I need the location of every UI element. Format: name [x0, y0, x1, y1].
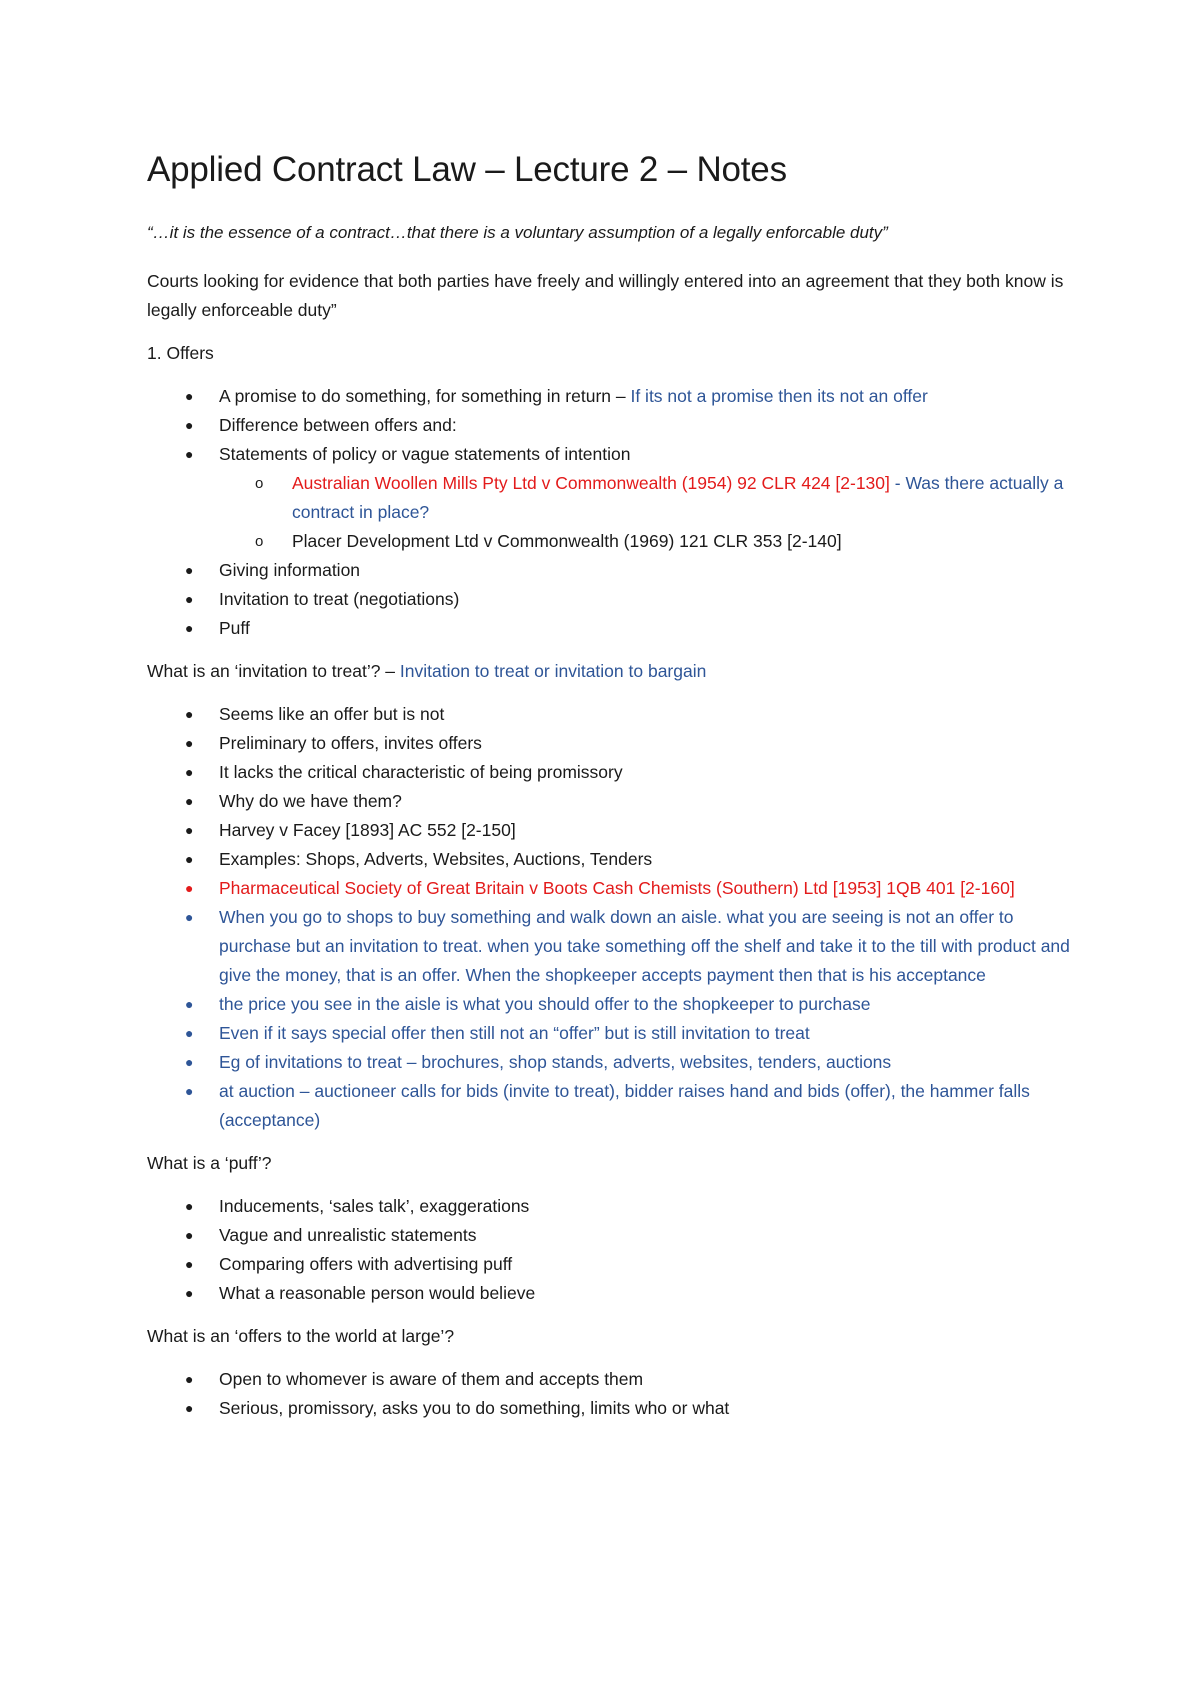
bullet-icon: ●: [185, 851, 194, 867]
list-item: [147, 585, 1090, 614]
list-item-text: the price you see in the aisle is what you should offer to the shopkeeper to purchase: [219, 994, 871, 1014]
bullet-icon: ●: [185, 562, 194, 578]
list-item-text: Comparing offers with advertising puff: [219, 1254, 513, 1274]
list-item: [147, 1019, 1090, 1048]
page-title: Applied Contract Law – Lecture 2 – Notes: [147, 150, 787, 189]
list-item-text: Even if it says special offer then still not an “offer” but is still invitation to treat: [219, 1023, 810, 1043]
bullet-icon: ●: [185, 996, 194, 1012]
list-item: [147, 614, 1090, 643]
list-item: [147, 1192, 1090, 1221]
list-item: [147, 845, 1090, 874]
bullet-icon: ●: [185, 591, 194, 607]
list-item: [147, 382, 1090, 411]
bullet-icon: ●: [185, 446, 194, 462]
list-item-text: Serious, promissory, asks you to do something, limits who or what: [219, 1398, 730, 1418]
bullet-icon: ●: [185, 793, 194, 809]
list-item-note: - Was there actually a contract in place?: [292, 473, 1064, 522]
list-item-note: If its not a promise then its not an offer: [630, 386, 928, 406]
list-item-text: Statements of policy or vague statements of intention: [219, 444, 631, 464]
list-item-text: What a reasonable person would believe: [219, 1283, 536, 1303]
list-item-text: It lacks the critical characteristic of being promissory: [219, 762, 623, 782]
list-item: [147, 1279, 1090, 1308]
list-item-text: Why do we have them?: [219, 791, 402, 811]
sub-bullet-icon: o: [255, 475, 264, 492]
list-item: [147, 758, 1090, 787]
list-item-text: Invitation to treat (negotiations): [219, 589, 460, 609]
bullet-icon: ●: [185, 1400, 194, 1416]
bullet-icon: ●: [185, 1285, 194, 1301]
list-item: [147, 411, 1090, 440]
case-citation: Australian Woollen Mills Pty Ltd v Commonwealth (1954) 92 CLR 424 [2-130]: [292, 473, 890, 493]
list-item: [147, 440, 1090, 469]
list-item-text: Inducements, ‘sales talk’, exaggerations: [219, 1196, 530, 1216]
offers-heading: 1. Offers: [147, 343, 214, 363]
itt-list: [147, 700, 1090, 1135]
bullet-icon: ●: [185, 1054, 194, 1070]
bullet-icon: ●: [185, 1256, 194, 1272]
bullet-icon: ●: [185, 417, 194, 433]
list-item: [147, 1365, 1090, 1394]
list-item: [147, 700, 1090, 729]
list-item: [147, 729, 1090, 758]
opening-quote: “…it is the essence of a contract…that there is a voluntary assumption of a legally enforcable duty”: [147, 223, 888, 242]
list-item: [147, 1077, 1090, 1135]
list-item: [147, 787, 1090, 816]
bullet-icon: ●: [185, 1198, 194, 1214]
bullet-icon: ●: [185, 1371, 194, 1387]
list-item-text: Giving information: [219, 560, 361, 580]
case-citation: Placer Development Ltd v Commonwealth (1969) 121 CLR 353 [2-140]: [292, 531, 842, 551]
case-citation: Pharmaceutical Society of Great Britain v Boots Cash Chemists (Southern) Ltd [1953] 1QB 401 [2-160]: [219, 878, 1015, 898]
list-item-text: Puff: [219, 618, 250, 638]
list-item: [147, 874, 1090, 903]
world-list: [147, 1365, 1090, 1423]
sub-bullet-icon: o: [255, 533, 264, 550]
bullet-icon: ●: [185, 880, 194, 896]
bullet-icon: ●: [185, 1083, 194, 1099]
bullet-icon: ●: [185, 620, 194, 636]
list-item-text: Difference between offers and:: [219, 415, 457, 435]
bullet-icon: ●: [185, 822, 194, 838]
sub-list-item: [147, 527, 1090, 556]
list-item: [147, 1221, 1090, 1250]
case-citation: Harvey v Facey [1893] AC 552 [2-150]: [219, 820, 516, 840]
bullet-icon: ●: [185, 706, 194, 722]
bullet-icon: ●: [185, 1025, 194, 1041]
list-item-text: Preliminary to offers, invites offers: [219, 733, 482, 753]
bullet-icon: ●: [185, 388, 194, 404]
list-item-text: Open to whomever is aware of them and accepts them: [219, 1369, 644, 1389]
list-item-text: A promise to do something, for something in return –: [219, 386, 631, 406]
intro-paragraph: Courts looking for evidence that both parties have freely and willingly entered into an agreement that they both know is legally enforceable duty”: [147, 271, 1064, 320]
puff-heading: What is a ‘puff’?: [147, 1153, 272, 1173]
list-item: [147, 1394, 1090, 1423]
world-heading: What is an ‘offers to the world at large’?: [147, 1326, 455, 1346]
list-item: [147, 990, 1090, 1019]
bullet-icon: ●: [185, 764, 194, 780]
sub-list-item: [147, 469, 1090, 527]
list-item-text: Vague and unrealistic statements: [219, 1225, 477, 1245]
bullet-icon: ●: [185, 1227, 194, 1243]
list-item-text: Seems like an offer but is not: [219, 704, 445, 724]
list-item-text: When you go to shops to buy something and walk down an aisle. what you are seeing is not an offer to purchase but an invitation to treat. when you take something off the shelf and take it to the till with product and give the money, that is an offer. When the shopkeeper accepts payment then that is his acceptance: [219, 907, 1070, 985]
bullet-icon: ●: [185, 909, 194, 925]
list-item: [147, 816, 1090, 845]
list-item: [147, 903, 1090, 990]
itt-heading: [147, 657, 1090, 686]
puff-list: [147, 1192, 1090, 1308]
itt-heading-question: What is an ‘invitation to treat’? –: [147, 661, 400, 681]
itt-heading-note: Invitation to treat or invitation to bargain: [399, 661, 707, 681]
list-item-text: Examples: Shops, Adverts, Websites, Auctions, Tenders: [219, 849, 653, 869]
bullet-icon: ●: [185, 735, 194, 751]
list-item: [147, 1048, 1090, 1077]
list-item-text: Eg of invitations to treat – brochures, shop stands, adverts, websites, tenders, auctions: [219, 1052, 892, 1072]
list-item: [147, 1250, 1090, 1279]
list-item-text: at auction – auctioneer calls for bids (invite to treat), bidder raises hand and bids (offer), the hammer falls (acceptance): [219, 1081, 1030, 1130]
offers-list: [147, 382, 1090, 643]
list-item: [147, 556, 1090, 585]
